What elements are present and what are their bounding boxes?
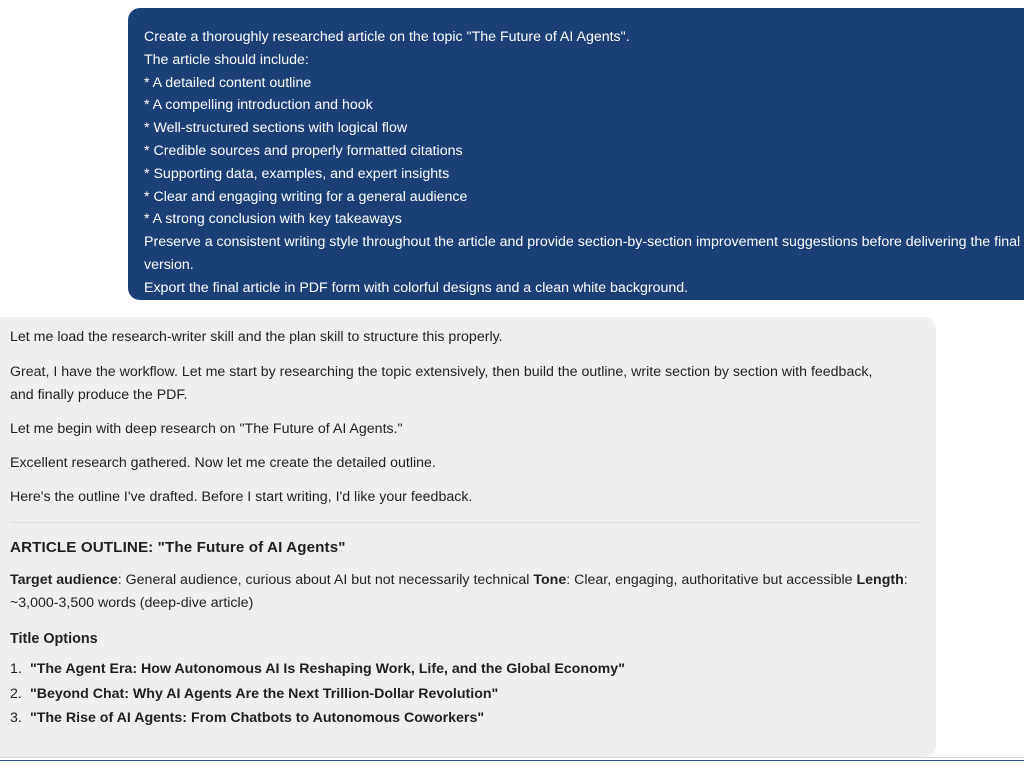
outline-meta [10, 569, 910, 615]
title-option-text: "Beyond Chat: Why AI Agents Are the Next Trillion-Dollar Revolution" [30, 685, 499, 702]
tone-value: : Clear, engaging, authoritative but accessible [566, 572, 857, 588]
title-option-item [10, 682, 625, 707]
assistant-paragraph: Excellent research gathered. Now let me create the detailed outline. [10, 455, 436, 471]
tone-label: Tone [533, 572, 567, 588]
audience-label: Target audience [10, 572, 118, 588]
user-message-line: * Clear and engaging writing for a general audience [144, 188, 468, 205]
user-message-line: * Credible sources and properly formatted citations [144, 142, 463, 159]
user-message-line: Create a thoroughly researched article on the topic "The Future of AI Agents". [144, 29, 630, 45]
user-message-bubble [128, 8, 1024, 300]
title-option-item [10, 706, 625, 731]
title-option-number: 1. [10, 661, 22, 677]
assistant-paragraph: Here's the outline I've drafted. Before I start writing, I'd like your feedback. [10, 489, 473, 505]
user-message-line: * A strong conclusion with key takeaways [144, 211, 402, 228]
assistant-paragraph: Great, I have the workflow. Let me start by researching the topic extensively, then build the outline, write section by section with feedback, and finally produce the PDF. [10, 364, 873, 403]
user-message-line: * A compelling introduction and hook [144, 97, 373, 114]
assistant-paragraph: Let me load the research-writer skill and the plan skill to structure this properly. [10, 329, 503, 345]
user-message-line: * Supporting data, examples, and expert insights [144, 165, 450, 182]
user-message-line: * Well-structured sections with logical flow [144, 120, 408, 137]
title-option-number: 2. [10, 685, 22, 702]
bottom-accent-line [0, 760, 1024, 761]
title-options-heading: Title Options [10, 631, 98, 647]
bottom-edge [0, 757, 1024, 768]
length-label: Length [856, 572, 904, 588]
user-message-line: * A detailed content outline [144, 74, 312, 91]
user-message-line: Preserve a consistent writing style throughout the article and provide section-by-section improvement suggestions before delivering the final version. [144, 234, 1021, 273]
title-option-item [10, 657, 625, 682]
title-option-text: "The Agent Era: How Autonomous AI Is Reshaping Work, Life, and the Global Economy" [30, 661, 625, 677]
title-option-text: "The Rise of AI Agents: From Chatbots to Autonomous Coworkers" [30, 710, 485, 727]
outline-title: ARTICLE OUTLINE: "The Future of AI Agents" [10, 539, 346, 556]
user-message-line: The article should include: [144, 51, 309, 68]
divider [10, 522, 920, 523]
user-message-line: Export the final article in PDF form with colorful designs and a clean white background. [144, 279, 689, 296]
title-option-number: 3. [10, 710, 22, 727]
assistant-paragraph: Let me begin with deep research on "The Future of AI Agents." [10, 421, 403, 437]
audience-value: : General audience, curious about AI but not necessarily technical [117, 572, 534, 588]
assistant-message-bubble [0, 317, 936, 757]
length-value: : ~3,000-3,500 words (deep-dive article) [10, 572, 908, 611]
title-options-list [10, 657, 625, 731]
